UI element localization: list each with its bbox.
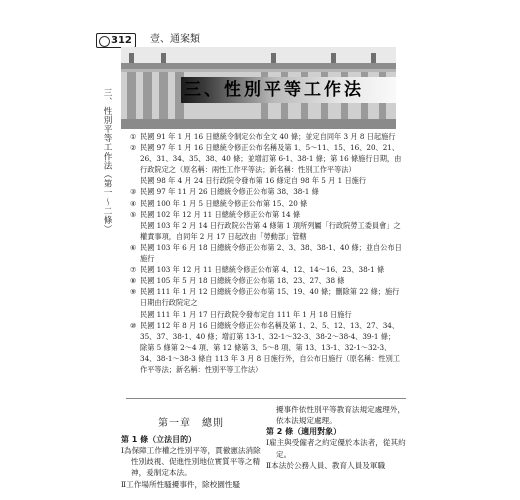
history-item — [130, 286, 402, 308]
history-text: 民國 97 年 1 月 16 日總統令修正公布名稱及第 1、5～11、15、16、20、21、26、31、34、35、38、40 條；並增訂第 6-1、38-1 條；第 16 條施行日期，由行政院定之（原名稱：兩性工作平等法；新名稱：性別工作平等法） — [140, 143, 402, 175]
history-marker: ⑧ — [130, 276, 137, 286]
history-text: 民國 103 年 6 月 18 日總統令修正公布第 2、3、38、38-1、40 條；並自公布日施行 — [140, 242, 402, 264]
history-text: 民國 98 年 4 月 24 日行政院令發布第 16 條定自 98 年 5 月 1 日施行 — [140, 176, 367, 186]
history-text: 民國 111 年 1 月 17 日行政院令發布定自 111 年 1 月 18 日施行 — [140, 309, 352, 319]
history-text: 民國 97 年 11 月 26 日總統令修正公布第 38、38-1 條 — [140, 187, 319, 197]
history-item — [130, 264, 402, 275]
history-item — [130, 220, 402, 242]
header-category: 壹、通案類 — [150, 34, 200, 45]
history-item — [130, 175, 402, 186]
history-item — [130, 131, 402, 142]
history-marker: ③ — [130, 187, 137, 197]
article-paragraph: Ⅰ為保障工作權之性別平等，貫徹憲法消除性別歧視、促進性別地位實質平等之精神，爰制定本法。 — [121, 446, 261, 478]
history-marker: ⑦ — [130, 265, 137, 275]
article-heading: 第 1 條（立法目的） — [121, 435, 197, 444]
article-paragraph-continued: 擾事件依性別平等教育法規定處理外，依本法規定處理。 — [276, 405, 406, 426]
side-tab-section-label: 三、性別平等工作法（第一～二條） — [102, 88, 112, 234]
history-text: 民國 103 年 2 月 14 日行政院公告第 4 條第 1 項所列屬「行政院勞工委員會」之權責事項，自同年 2 月 17 日起改由「勞動部」管轄 — [140, 220, 401, 241]
history-item — [130, 198, 402, 209]
page-number: 312 — [96, 33, 136, 48]
history-item — [130, 309, 402, 320]
history-text: 民國 91 年 1 月 16 日總統令制定公布全文 40 條；並定自同年 3 月 8 日起施行 — [140, 132, 396, 141]
history-marker: ⑤ — [130, 209, 137, 219]
history-marker: ⑨ — [130, 287, 137, 297]
history-text: 民國 100 年 1 月 5 日總統令修正公布第 15、20 條 — [140, 198, 308, 208]
title-banner — [121, 47, 396, 129]
history-marker: ④ — [130, 198, 137, 208]
section-divider — [126, 398, 406, 399]
history-text: 民國 112 年 8 月 16 日總統令修正公布名稱及第 1、2、5、12、13、27、34、35、37、38-1、40 條；增訂第 13-1、32-1～32-3、38-2～38-4、39-1 條；除第 5 條第 2～4 項、第 12 條第 3、5～8 項、第 13、13-1、32-1～32-3、34、38-1～38-3 條自 113 年 3 月 8 日施行外，自公布日施行（原名稱：性別工作平等法；新名稱：性別平等工作法） — [140, 320, 400, 374]
history-marker: ⑥ — [130, 242, 137, 252]
article-paragraph: Ⅱ本法於公務人員、教育人員及軍職 — [266, 460, 386, 470]
history-item — [130, 275, 402, 286]
history-text: 民國 103 年 12 月 11 日總統令修正公布第 4、12、14～16、23、38-1 條 — [140, 265, 385, 275]
running-header — [96, 33, 436, 47]
chapter-heading: 第一章 總則 — [158, 418, 224, 429]
body-column-left — [121, 417, 261, 490]
history-item — [130, 142, 402, 175]
history-marker: ① — [130, 132, 137, 141]
article-paragraph: Ⅱ工作場所性騷擾事件，除校園性騷 — [121, 479, 241, 489]
history-item — [130, 186, 402, 197]
history-text: 民國 105 年 5 月 18 日總統令修正公布第 18、23、27、38 條 — [140, 276, 345, 286]
history-marker: ⑩ — [130, 320, 137, 330]
history-marker: ② — [130, 143, 137, 153]
article-heading: 第 2 條（適用對象） — [266, 427, 342, 437]
history-item — [130, 209, 402, 220]
article-paragraph: Ⅰ雇主與受僱者之約定優於本法者，從其約定。 — [266, 438, 406, 459]
history-text: 民國 111 年 1 月 12 日總統令修正公布第 15、19、40 條；刪除第 22 條；施行日期由行政院定之 — [140, 287, 400, 308]
history-item — [130, 242, 402, 264]
body-column-right — [266, 404, 406, 471]
history-item — [130, 320, 402, 375]
chapter-title: 三、性別平等工作法 — [184, 80, 364, 100]
history-text: 民國 102 年 12 月 11 日總統令修正公布第 14 條 — [140, 209, 301, 219]
amendment-history — [130, 131, 402, 375]
